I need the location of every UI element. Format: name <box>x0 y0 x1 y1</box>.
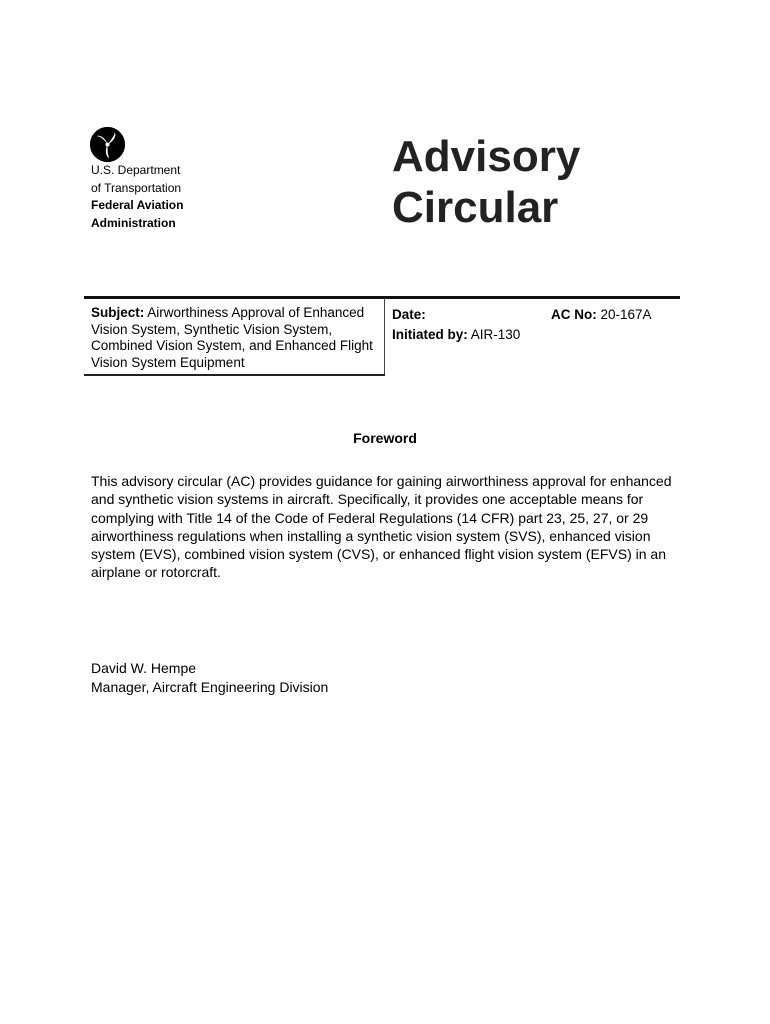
date-label: Date: <box>392 307 426 322</box>
agency-line-4: Administration <box>91 215 176 230</box>
agency-line-3: Federal Aviation <box>91 198 184 212</box>
subject-text: Airworthiness Approval of Enhanced Vision System, Synthetic Vision System, Combined Vision System, and Enhanced Flight Vision System Equipment <box>91 305 373 370</box>
subject-block <box>91 305 381 371</box>
ac-number-value: 20-167A <box>600 307 652 322</box>
signature-block <box>91 659 328 696</box>
subject-bottom-rule <box>84 374 385 376</box>
signatory-name: David W. Hempe <box>91 660 197 676</box>
signatory-title: Manager, Aircraft Engineering Division <box>91 678 329 695</box>
initiated-label: Initiated by: <box>392 327 468 342</box>
header-rule <box>84 296 680 299</box>
agency-block <box>91 162 183 232</box>
ac-number-label: AC No: <box>551 307 597 322</box>
dot-logo-icon <box>89 126 126 163</box>
document-type-title <box>392 131 580 233</box>
document-type-line-2: Circular <box>392 183 559 232</box>
agency-line-1: U.S. Department <box>91 163 181 177</box>
foreword-heading: Foreword <box>353 430 417 446</box>
initiated-value: AIR-130 <box>470 327 521 342</box>
subject-label: Subject: <box>91 305 145 320</box>
foreword-body: This advisory circular (AC) provides guidance for gaining airworthiness approval for enhanced and synthetic vision systems in aircraft. Specifically, it provides one acceptable means for complying with Title 14 of the Code of Federal Regulations (14 CFR) part 23, 25, 27, or 29 airworthiness regulations when installing a synthetic vision system (SVS), enhanced vision system (EVS), combined vision system (CVS), or enhanced flight vision system (EFVS) in an airplane or rotorcraft. <box>91 473 672 581</box>
ac-number-block <box>551 305 652 325</box>
subject-divider <box>384 298 385 376</box>
agency-line-2: of Transportation <box>91 180 182 195</box>
document-type-line-1: Advisory <box>392 132 581 181</box>
date-block <box>392 305 520 345</box>
